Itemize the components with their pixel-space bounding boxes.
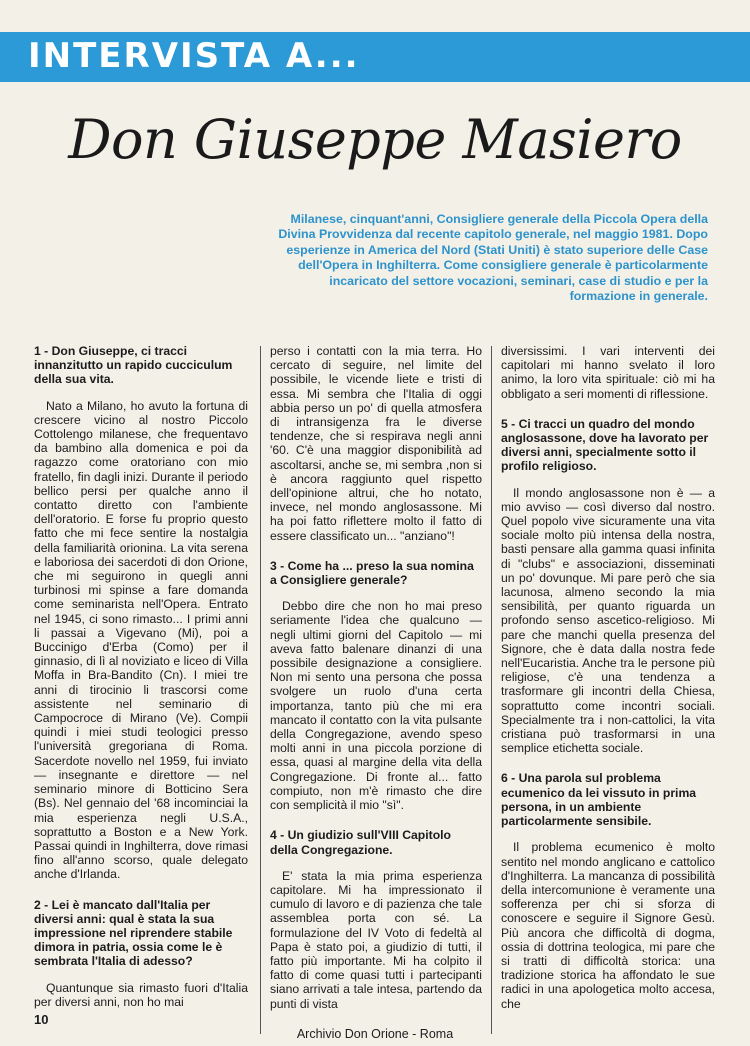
- answer-1: Nato a Milano, ho avuto la fortuna di crescere vicino al nostro Piccolo Cottolengo milanese, che frequentavo da bambino alla domenica e poi da ragazzo come oratoriano con mio fratello, fin dagli inizi. Durante il periodo bellico persi per qualche anno il contatto diretto con l'ambiente dell'oratorio. E forse fu proprio questo fatto che mi fece sentire la nostalgia della familiarità orionina. La vita serena e laboriosa dei sacerdoti di don Orione, che mi seguirono in quegli anni turbinosi mi spinse a fare domanda come seminarista nell'Opera. Entrato nel 1945, ci sono rimasto... I primi anni li passai a Vigevano (Mi), poi a Buccinigo d'Erba (Como) per il ginnasio, di lì al noviziato e liceo di Villa Moffa in Bra-Bandito (Cn). I miei tre anni di tirocinio li trascorsi come assistente nel seminario di Campocroce di Mirano (Ve). Compii quindi i miei studi teologici presso l'università gregoriana di Roma. Sacerdote novello nel 1959, fui inviato — insegnante e direttore — nel seminario minore di Botticino Sera (Bs). Nel gennaio del '68 incominciai la mia esperienza negli U.S.A., soprattutto a Boston e a New York. Passai quindi in Inghilterra, dove rimasi fino all'anno scorso, quale delegato anche d'Irlanda.: [34, 398, 248, 882]
- column-1: [34, 344, 248, 1019]
- question-3: 3 - Come ha ... preso la sua nomina a Consigliere generale?: [270, 558, 474, 588]
- column-divider-2: [491, 346, 492, 1034]
- column-divider-1: [260, 346, 261, 1034]
- header-banner: [0, 32, 750, 82]
- answer-4-cont: diversissimi. I vari interventi dei capitolari mi hanno svelato il loro animo, la loro vita spirituale: ciò mi ha obbligato a seri momenti di riflessione.: [501, 344, 715, 401]
- article-title: Don Giuseppe Masiero: [68, 108, 682, 171]
- question-6: 6 - Una parola sul problema ecumenico da lei vissuto in prima persona, in un ambiente particolarmente sensibile.: [501, 771, 697, 829]
- column-2: [270, 344, 482, 1021]
- banner-title: INTERVISTA A...: [28, 36, 360, 76]
- answer-6-start: Il problema ecumenico è molto sentito nel mondo anglicano e cattolico d'Inghilterra. La mancanza di possibilità della intercomunione è veramente una sofferenza per chi si sforza di conoscere e seguire il Signore Gesù. Più ancora che difficoltà di dogma, ossia di dottrina teologica, mi pare che si tratti di difficoltà storica: una tradizione storica ha affondato le sue radici in una apologetica molto accesa, che: [501, 840, 715, 1011]
- intro-paragraph: Milanese, cinquant'anni, Consigliere generale della Piccola Opera della Divina Provvidenza dal recente capitolo generale, nel maggio 1981. Dopo esperienze in America del Nord (Stati Uniti) è stato superiore delle Case dell'Opera in Inghilterra. Come consigliere generale è particolarmente incaricato del settore vocazioni, seminari, case di studio e per la formazione in generale.: [278, 212, 708, 304]
- answer-2-cont: perso i contatti con la mia terra. Ho cercato di seguire, nel limite del possibile, le vicende liete e tristi di essa. Mi sembra che l'Italia di oggi abbia perso un po' di quella atmosfera di intransigenza fra le diverse tendenze, che si respirava negli anni '60. C'è una maggior disponibilità ad ascoltarsi, anche se, mi sembra ,non si è ancora raggiunto quel rispetto dell'opinione altrui, che ho notato, invece, nel mondo anglosassone. Mi ha poi fatto riflettere molto il fatto di essere classificato un... "anziano"!: [270, 344, 482, 543]
- question-1: 1 - Don Giuseppe, ci tracci innanzitutto un rapido cucciculum della sua vita.: [34, 344, 233, 387]
- question-5: 5 - Ci tracci un quadro del mondo anglosassone, dove ha lavorato per diversi anni, specialmente sotto il profilo religioso.: [501, 416, 709, 474]
- column-3: [501, 344, 715, 1021]
- answer-2-start: Quantunque sia rimasto fuori d'Italia per diversi anni, non ho mai: [34, 980, 248, 1009]
- question-4: 4 - Un giudizio sull'VIII Capitolo della Congregazione.: [270, 828, 451, 857]
- answer-4-start: E' stata la mia prima esperienza capitolare. Mi ha impressionato il cumulo di lavoro e di pazienza che tale assemblea porta con sé. La formulazione del IV Voto di fedeltà al Papa è stato poi, a giudizio di tutti, il fatto più importante. Mi ha colpito il fatto di come quasi tutti i partecipanti siano arrivati a tale intesa, partendo da punti di vista: [270, 868, 482, 1011]
- answer-3: Debbo dire che non ho mai preso seriamente l'idea che qualcuno — negli ultimi giorni del Capitolo — mi aveva fatto balenare dinanzi di una possibile designazione a consigliere. Non mi sento una persona che possa svolgere un ruolo d'una certa importanza, tanto più che mi era mancato il contatto con la vita pulsante della Congregazione, avendo speso molti anni in una piccola porzione di essa, quasi al margine della vita della Congregazione. Di fronte al... fatto compiuto, non m'è rimasto che dire con semplicità il mio "sì".: [270, 599, 482, 813]
- archive-footer: Archivio Don Orione - Roma: [296, 1027, 454, 1041]
- page-number: 10: [34, 1012, 49, 1027]
- answer-5: Il mondo anglosassone non è — a mio avviso — così diverso dal nostro. Quel popolo vive sicuramente una vita sociale molto più intensa della nostra, basti pensare alla gamma quasi infinita di "clubs" e associazioni, disseminati un po' dovunque. Mi pare però che sia lacunosa, almeno secondo la mia sensibilità, per quanto riguarda un profondo senso ascetico-religioso. Mi pare che manchi quella presenza del Signore, che è data dalla nostra fede nell'Eucaristia. Anche tra le persone più religiose, c'è una tendenza a trasformare gli incontri della Chiesa, soprattutto come incontri sociali. Specialmente tra i non-cattolici, la vita cristiana può trasformarsi in una semplice etichetta sociale.: [501, 485, 715, 756]
- question-2: 2 - Lei è mancato dall'Italia per diversi anni: qual è stata la sua impressione nel riprendere stabile dimora in patria, ossia come le è sembrata l'Italia di adesso?: [34, 897, 233, 969]
